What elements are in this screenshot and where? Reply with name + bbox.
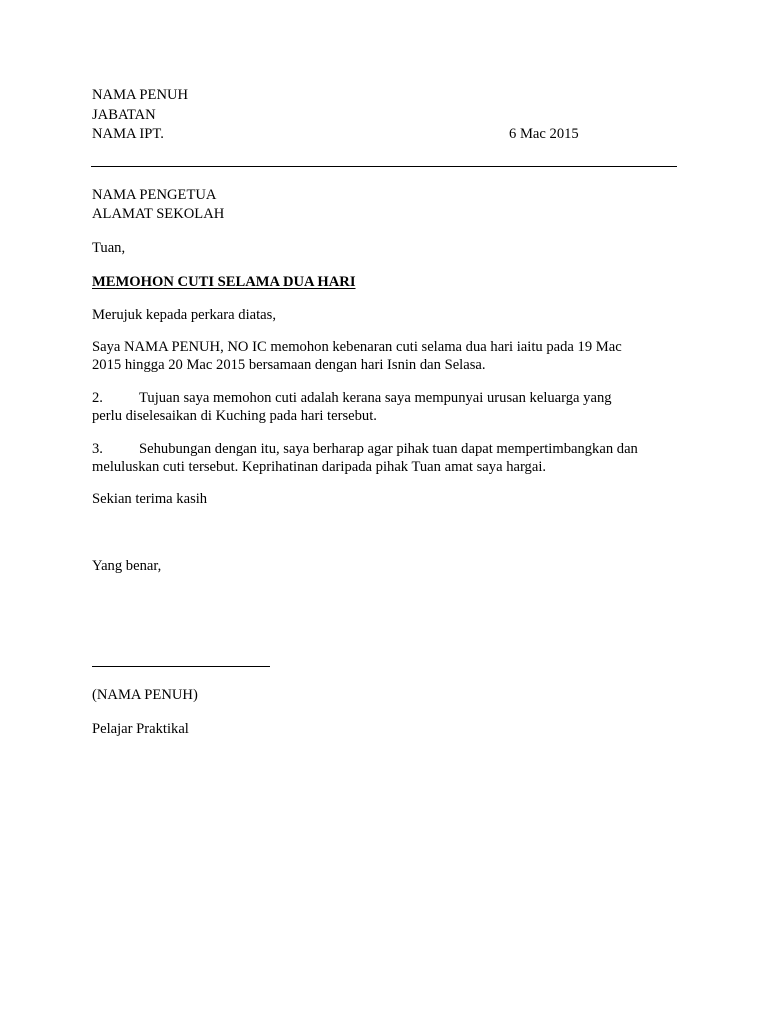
paragraph-2-line-2: perlu diselesaikan di Kuching pada hari tersebut. [92, 408, 377, 424]
paragraph-2-line-1 [92, 389, 612, 408]
paragraph-1-line-2: 2015 hingga 20 Mac 2015 bersamaan dengan hari Isnin dan Selasa. [92, 357, 486, 373]
salutation: Tuan, [92, 240, 126, 256]
letter-subject: MEMOHON CUTI SELAMA DUA HARI [92, 274, 356, 290]
paragraph-2-number: 2. [92, 390, 103, 406]
closing-line: Sekian terima kasih [92, 491, 208, 507]
signature-name: (NAMA PENUH) [92, 687, 198, 703]
paragraph-3-line-2: meluluskan cuti tersebut. Keprihatinan daripada pihak Tuan amat saya hargai. [92, 459, 547, 475]
header-divider [91, 166, 677, 167]
signature-position: Pelajar Praktikal [92, 721, 189, 737]
recipient-title: NAMA PENGETUA [92, 187, 217, 203]
recipient-address: ALAMAT SEKOLAH [92, 206, 225, 222]
signoff: Yang benar, [92, 558, 162, 574]
paragraph-3-number: 3. [92, 441, 103, 457]
sender-name: NAMA PENUH [92, 87, 189, 103]
sender-institution: NAMA IPT. [92, 126, 164, 142]
paragraph-3-text-1: Sehubungan dengan itu, saya berharap agar pihak tuan dapat mempertimbangkan dan [139, 441, 638, 457]
reference-line: Merujuk kepada perkara diatas, [92, 307, 276, 323]
paragraph-3-line-1 [92, 440, 638, 459]
signature-line [92, 666, 270, 667]
letter-date: 6 Mac 2015 [509, 126, 579, 142]
paragraph-1-line-1: Saya NAMA PENUH, NO IC memohon kebenaran cuti selama dua hari iaitu pada 19 Mac [92, 339, 622, 355]
sender-department: JABATAN [92, 107, 156, 123]
paragraph-2-text-1: Tujuan saya memohon cuti adalah kerana saya mempunyai urusan keluarga yang [139, 390, 612, 406]
